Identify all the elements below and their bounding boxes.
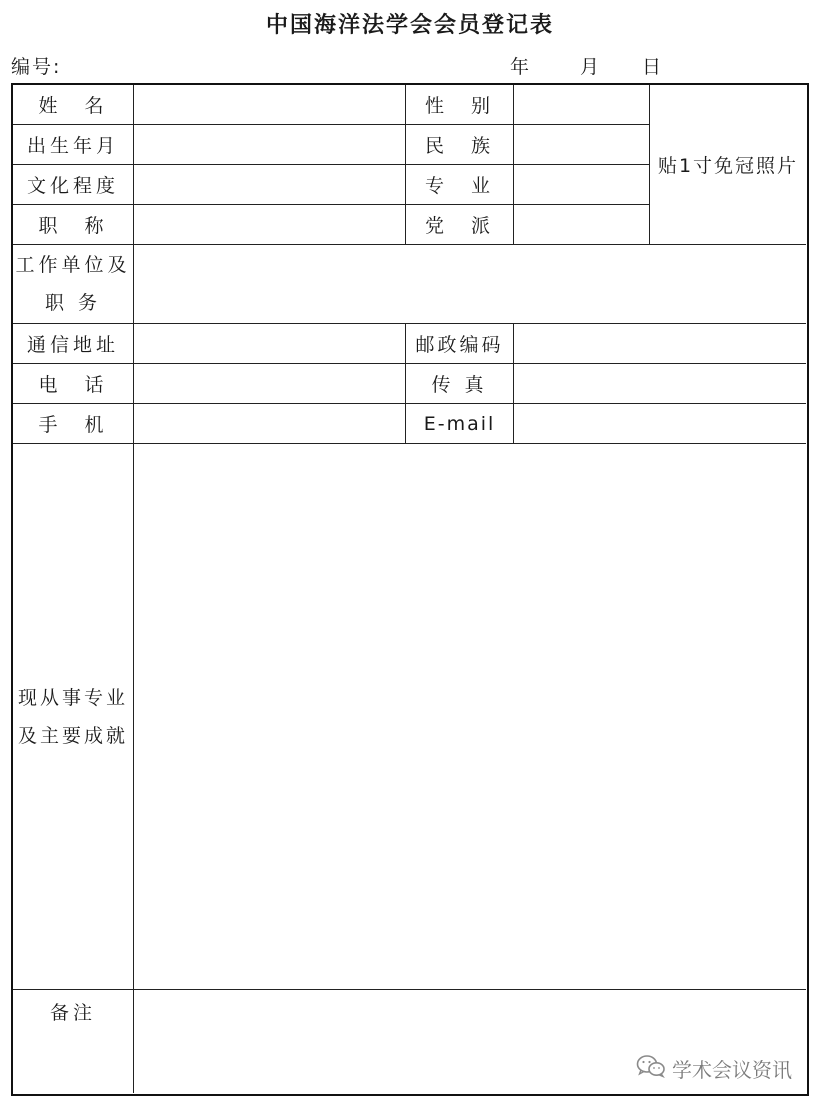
name-field[interactable]: [134, 85, 406, 125]
year-label: 年: [510, 56, 532, 78]
email-field[interactable]: [514, 404, 806, 444]
education-label: 文化程度: [13, 165, 134, 205]
address-field[interactable]: [134, 324, 406, 364]
major-field[interactable]: [514, 165, 650, 205]
professional-title-label: 职 称: [13, 205, 134, 245]
ethnicity-field[interactable]: [514, 125, 650, 165]
professional-title-field[interactable]: [134, 205, 406, 245]
work-unit-field[interactable]: [134, 245, 806, 324]
gender-label: 性 别: [406, 85, 514, 125]
remarks-label: 备注: [13, 990, 134, 1093]
party-label: 党 派: [406, 205, 514, 245]
number-label: 编号:: [11, 56, 62, 78]
ethnicity-label: 民 族: [406, 125, 514, 165]
wechat-icon: [636, 1054, 666, 1083]
postcode-label: 邮政编码: [406, 324, 514, 364]
mobile-label: 手 机: [13, 404, 134, 444]
education-field[interactable]: [134, 165, 406, 205]
phone-field[interactable]: [134, 364, 406, 404]
achievements-field[interactable]: [134, 444, 806, 990]
achievements-label-line1: 现从事专业: [17, 686, 128, 709]
achievements-label: [13, 444, 134, 990]
page-title: 中国海洋法学会会员登记表: [265, 13, 554, 38]
day-label: 日: [642, 56, 664, 78]
month-label: 月: [580, 56, 602, 78]
work-unit-label-line1: 工作单位及: [15, 254, 131, 276]
fax-label: 传 真: [406, 364, 514, 404]
address-label: 通信地址: [13, 324, 134, 364]
watermark-text: 学术会议资讯: [672, 1058, 792, 1082]
photo-label: 贴1寸免冠照片: [657, 155, 799, 177]
gender-field[interactable]: [514, 85, 650, 125]
party-field[interactable]: [514, 205, 650, 245]
work-unit-label-line2: 职 务: [44, 292, 102, 314]
postcode-field[interactable]: [514, 324, 806, 364]
photo-placeholder[interactable]: [650, 85, 806, 245]
achievements-label-line2: 及主要成就: [17, 724, 128, 747]
email-label: E-mail: [406, 404, 514, 444]
work-unit-label: [13, 245, 134, 324]
mobile-field[interactable]: [134, 404, 406, 444]
watermark: [636, 1054, 792, 1083]
phone-label: 电 话: [13, 364, 134, 404]
name-label: 姓 名: [13, 85, 134, 125]
birth-date-field[interactable]: [134, 125, 406, 165]
registration-form-table: [11, 83, 809, 1096]
birth-date-label: 出生年月: [13, 125, 134, 165]
major-label: 专 业: [406, 165, 514, 205]
fax-field[interactable]: [514, 364, 806, 404]
